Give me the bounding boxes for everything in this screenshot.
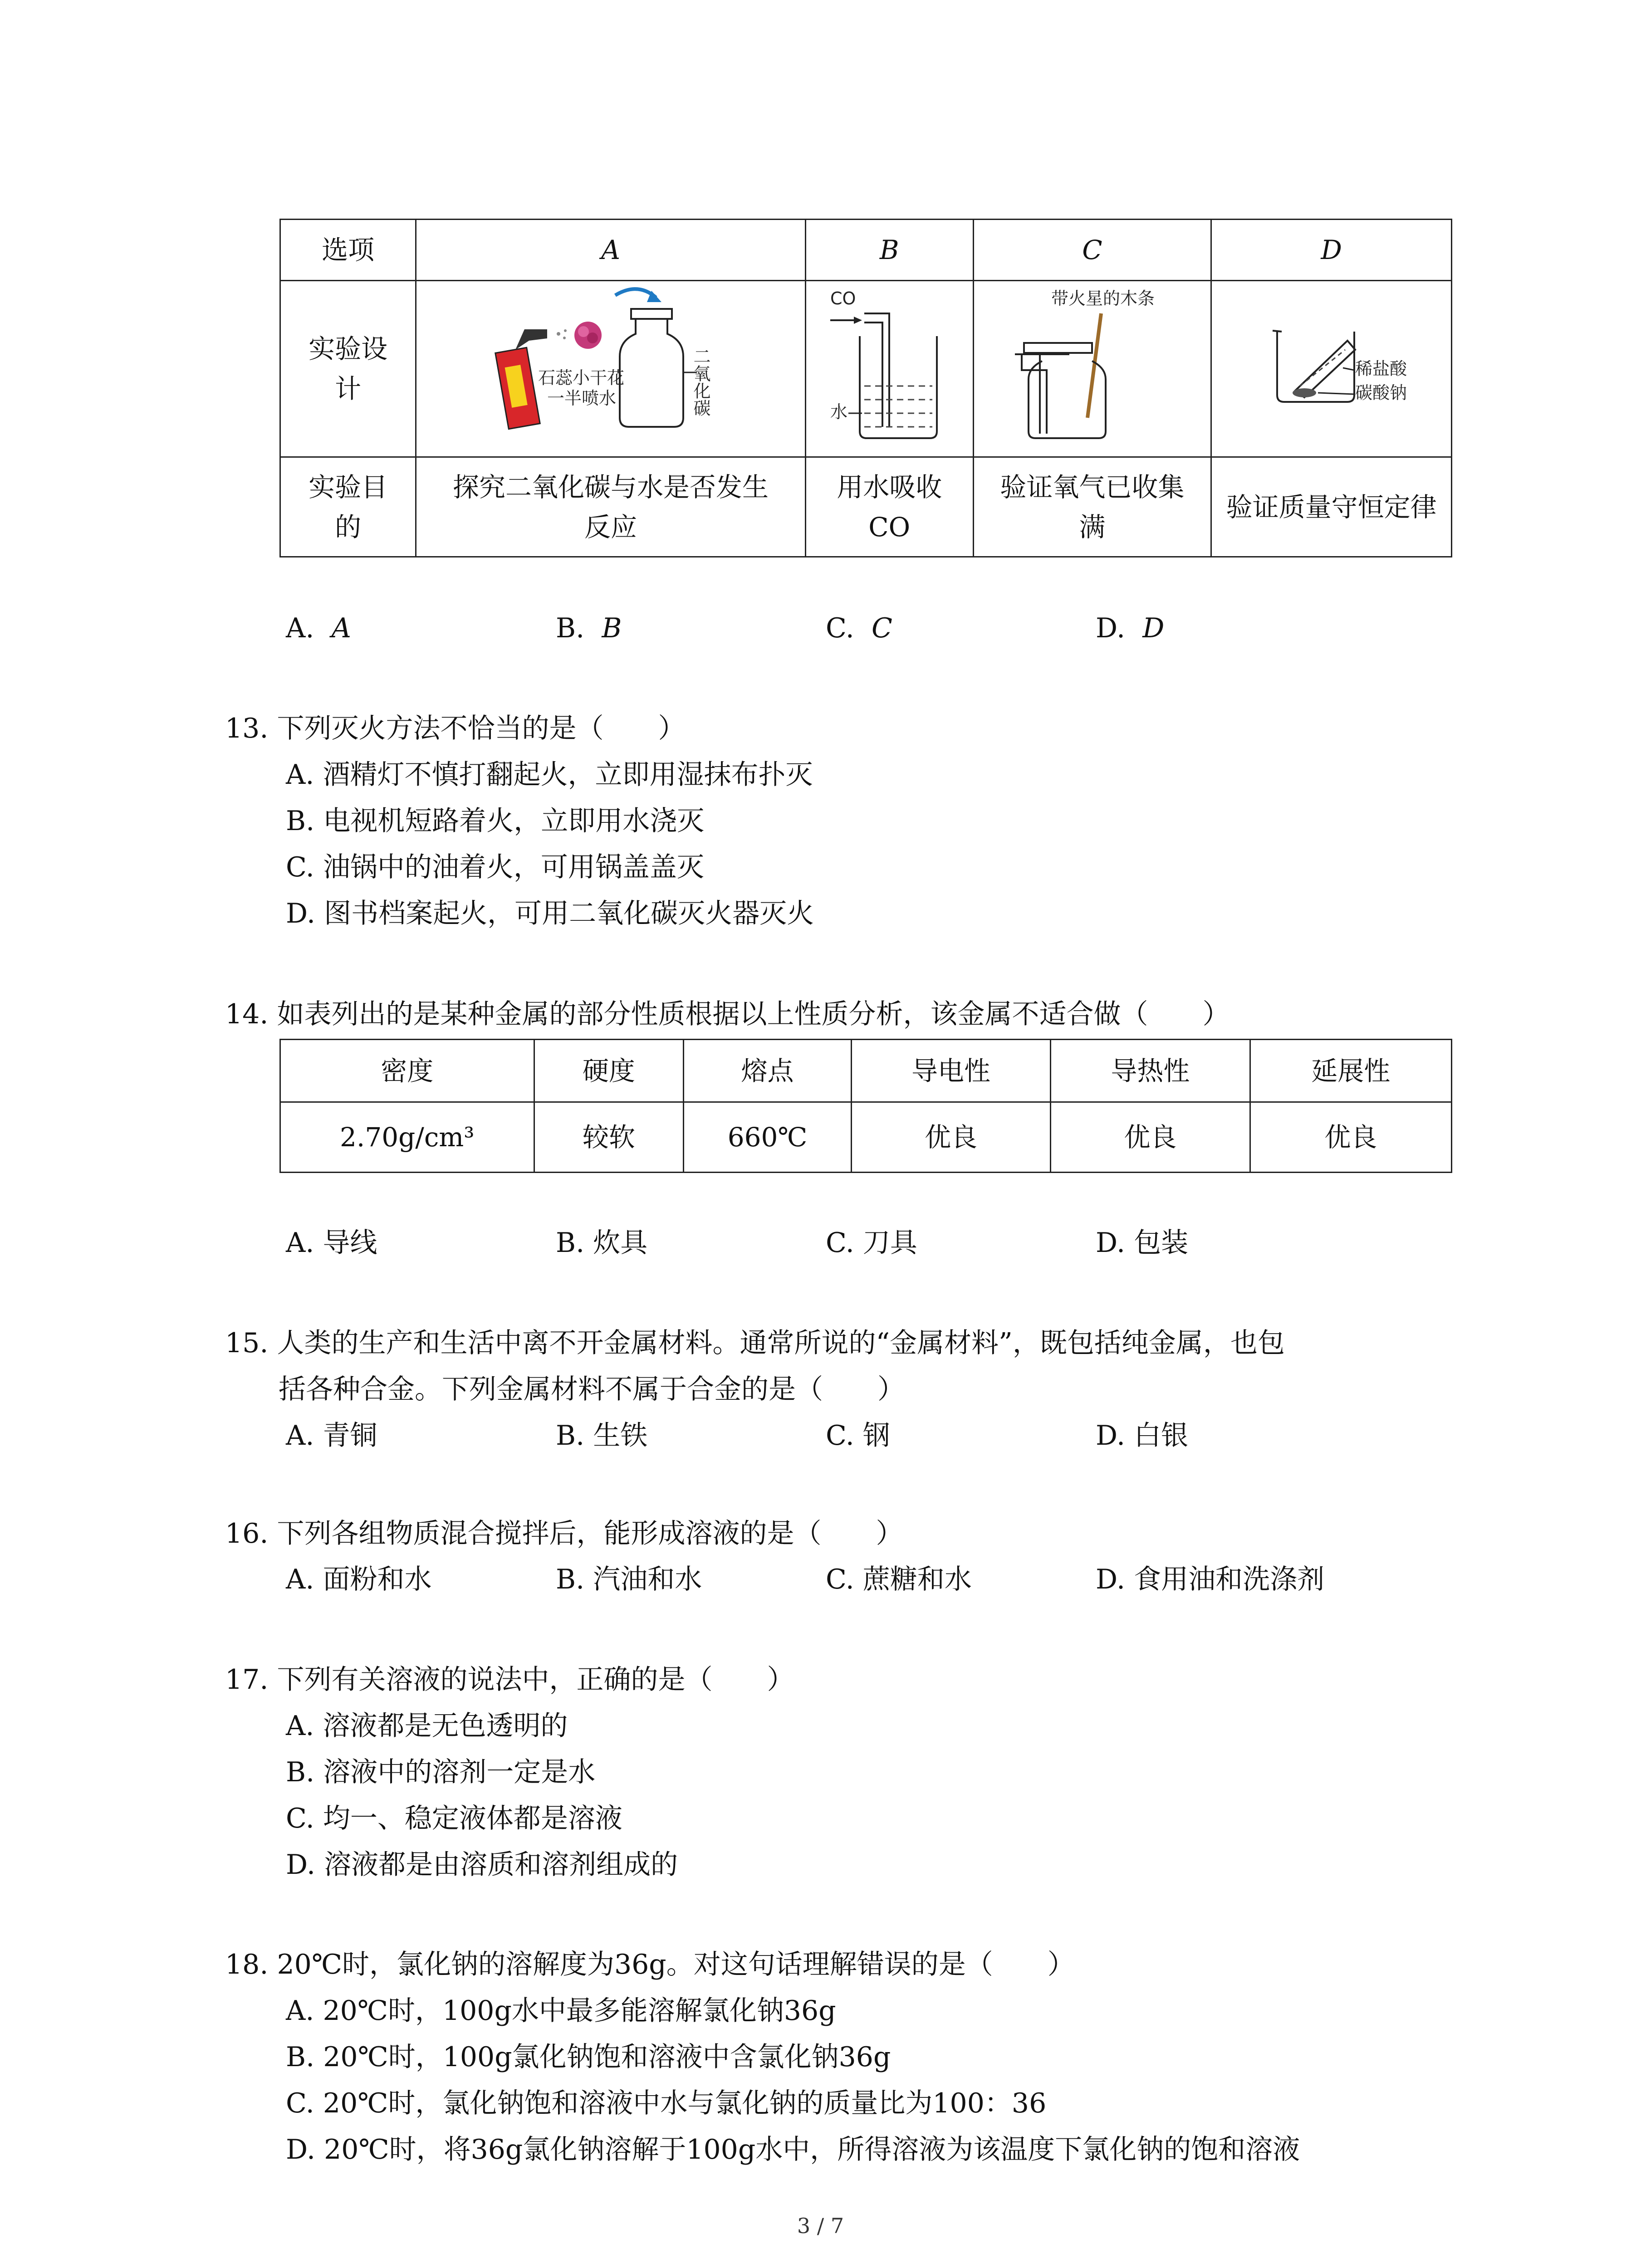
metal-table-header bbox=[280, 1040, 1452, 1102]
q17-option-b[interactable]: B. 溶液中的溶剂一定是水 bbox=[286, 1756, 596, 1788]
label-dilute-hcl: 稀盐酸 bbox=[1355, 359, 1407, 379]
q15-option-a[interactable]: A. 青铜 bbox=[286, 1420, 377, 1452]
q13-option-b[interactable]: B. 电视机短路着火，立即用水浇灭 bbox=[286, 805, 705, 837]
q12-option-c[interactable]: C. C bbox=[826, 612, 892, 644]
q18-option-b[interactable]: B. 20℃时，100g氯化钠饱和溶液中含氯化钠36g bbox=[286, 2041, 891, 2073]
header-conductivity: 导电性 bbox=[851, 1040, 1050, 1102]
q16-option-d[interactable]: D. 食用油和洗涤剂 bbox=[1096, 1564, 1325, 1595]
value-density: 2.70g/cm³ bbox=[280, 1102, 534, 1173]
acid-carbonate-beaker-figure bbox=[1227, 282, 1436, 445]
q15-option-c[interactable]: C. 钢 bbox=[826, 1420, 890, 1452]
label-sodium-carbonate: 碳酸钠 bbox=[1355, 383, 1407, 403]
q18-option-d[interactable]: D. 20℃时，将36g氯化钠溶解于100g水中，所得溶液为该温度下氯化钠的饱和溶液 bbox=[286, 2134, 1300, 2165]
page-number: 3 / 7 bbox=[797, 2214, 844, 2238]
question-17 bbox=[225, 1657, 794, 1888]
q15-option-b[interactable]: B. 生铁 bbox=[556, 1420, 648, 1452]
value-hardness: 较软 bbox=[534, 1102, 684, 1173]
header-b: B bbox=[805, 220, 973, 281]
q14-option-b[interactable]: B. 炊具 bbox=[556, 1227, 648, 1259]
header-density: 密度 bbox=[280, 1040, 534, 1102]
table-header-row bbox=[280, 220, 1452, 281]
question-14 bbox=[225, 991, 1230, 1037]
label-co: CO bbox=[830, 288, 856, 308]
q14-option-d[interactable]: D. 包装 bbox=[1096, 1227, 1189, 1259]
q16-option-b[interactable]: B. 汽油和水 bbox=[556, 1564, 702, 1595]
figure-b bbox=[805, 281, 973, 457]
glowing-splint-bottle-figure bbox=[988, 282, 1196, 445]
header-thermal: 导热性 bbox=[1051, 1040, 1250, 1102]
question-15-stem-line2: 括各种合金。下列金属材料不属于合金的是（ ） bbox=[279, 1374, 905, 1405]
purpose-c: 验证氧气已收集满 bbox=[973, 457, 1211, 557]
q18-option-c[interactable]: C. 20℃时，氯化钠饱和溶液中水与氯化钠的质量比为100：36 bbox=[286, 2087, 1047, 2119]
q15-option-d[interactable]: D. 白银 bbox=[1096, 1420, 1189, 1452]
q13-option-d[interactable]: D. 图书档案起火，可用二氧化碳灭火器灭火 bbox=[286, 898, 814, 929]
q17-option-d[interactable]: D. 溶液都是由溶质和溶剂组成的 bbox=[286, 1849, 678, 1881]
label-water: 水 bbox=[830, 402, 848, 422]
question-15 bbox=[225, 1320, 1285, 1413]
label-litmus-flower: 石蕊小干花 bbox=[538, 368, 625, 388]
question-13 bbox=[225, 705, 814, 937]
q12-option-a[interactable]: A. A bbox=[286, 612, 351, 644]
header-melting-point: 熔点 bbox=[684, 1040, 852, 1102]
q18-option-a[interactable]: A. 20℃时，100g水中最多能溶解氯化钠36g bbox=[286, 1995, 836, 2027]
header-d: D bbox=[1211, 220, 1452, 281]
value-thermal: 优良 bbox=[1051, 1102, 1250, 1173]
q13-option-c[interactable]: C. 油锅中的油着火，可用锅盖盖灭 bbox=[286, 851, 704, 883]
question-14-stem: 14. 如表列出的是某种金属的部分性质根据以上性质分析，该金属不适合做（ ） bbox=[225, 998, 1230, 1030]
purpose-b: 用水吸收CO bbox=[805, 457, 973, 557]
q13-option-a[interactable]: A. 酒精灯不慎打翻起火，立即用湿抹布扑灭 bbox=[286, 759, 813, 791]
q16-option-c[interactable]: C. 蔗糖和水 bbox=[826, 1564, 972, 1595]
metal-properties-table bbox=[279, 1039, 1452, 1173]
q17-option-a[interactable]: A. 溶液都是无色透明的 bbox=[286, 1710, 568, 1742]
header-hardness: 硬度 bbox=[534, 1040, 684, 1102]
figure-a bbox=[416, 281, 806, 457]
q16-option-a[interactable]: A. 面粉和水 bbox=[286, 1564, 432, 1595]
metal-table-values bbox=[280, 1102, 1452, 1173]
value-melting-point: 660℃ bbox=[684, 1102, 852, 1173]
question-16 bbox=[225, 1510, 903, 1557]
q14-option-a[interactable]: A. 导线 bbox=[286, 1227, 377, 1259]
purpose-a: 探究二氧化碳与水是否发生反应 bbox=[416, 457, 806, 557]
header-option: 选项 bbox=[280, 220, 416, 281]
question-18-stem: 18. 20℃时，氯化钠的溶解度为36g。对这句话理解错误的是（ ） bbox=[225, 1949, 1075, 1980]
spray-bottle-flower-jar-figure bbox=[484, 282, 738, 445]
purpose-d: 验证质量守恒定律 bbox=[1211, 457, 1452, 557]
q14-option-c[interactable]: C. 刀具 bbox=[826, 1227, 917, 1259]
question-16-stem: 16. 下列各组物质混合搅拌后，能形成溶液的是（ ） bbox=[225, 1518, 903, 1549]
question-17-stem: 17. 下列有关溶液的说法中，正确的是（ ） bbox=[225, 1664, 794, 1696]
experiment-table bbox=[279, 219, 1452, 557]
header-c: C bbox=[973, 220, 1211, 281]
question-15-stem-line1: 15. 人类的生产和生活中离不开金属材料。通常所说的“金属材料”，既包括纯金属，也包 bbox=[225, 1327, 1285, 1359]
q17-option-c[interactable]: C. 均一、稳定液体都是溶液 bbox=[286, 1803, 622, 1834]
value-ductility: 优良 bbox=[1250, 1102, 1451, 1173]
purpose-row bbox=[280, 457, 1452, 557]
label-half-sprayed: 一半喷水 bbox=[547, 388, 617, 408]
label-glowing-splint: 带火星的木条 bbox=[1051, 288, 1155, 308]
design-row bbox=[280, 281, 1452, 457]
co-into-water-figure bbox=[821, 282, 957, 445]
header-a: A bbox=[416, 220, 806, 281]
figure-d bbox=[1211, 281, 1452, 457]
question-13-stem: 13. 下列灭火方法不恰当的是（ ） bbox=[225, 713, 686, 744]
purpose-label: 实验目的 bbox=[280, 457, 416, 557]
question-18 bbox=[225, 1941, 1300, 2173]
q12-option-b[interactable]: B. B bbox=[556, 612, 622, 644]
value-conductivity: 优良 bbox=[851, 1102, 1050, 1173]
design-label: 实验设计 bbox=[280, 281, 416, 457]
figure-c bbox=[973, 281, 1211, 457]
label-co2: 二氧化碳 bbox=[691, 347, 711, 416]
q12-option-d[interactable]: D. D bbox=[1096, 612, 1165, 644]
header-ductility: 延展性 bbox=[1250, 1040, 1451, 1102]
